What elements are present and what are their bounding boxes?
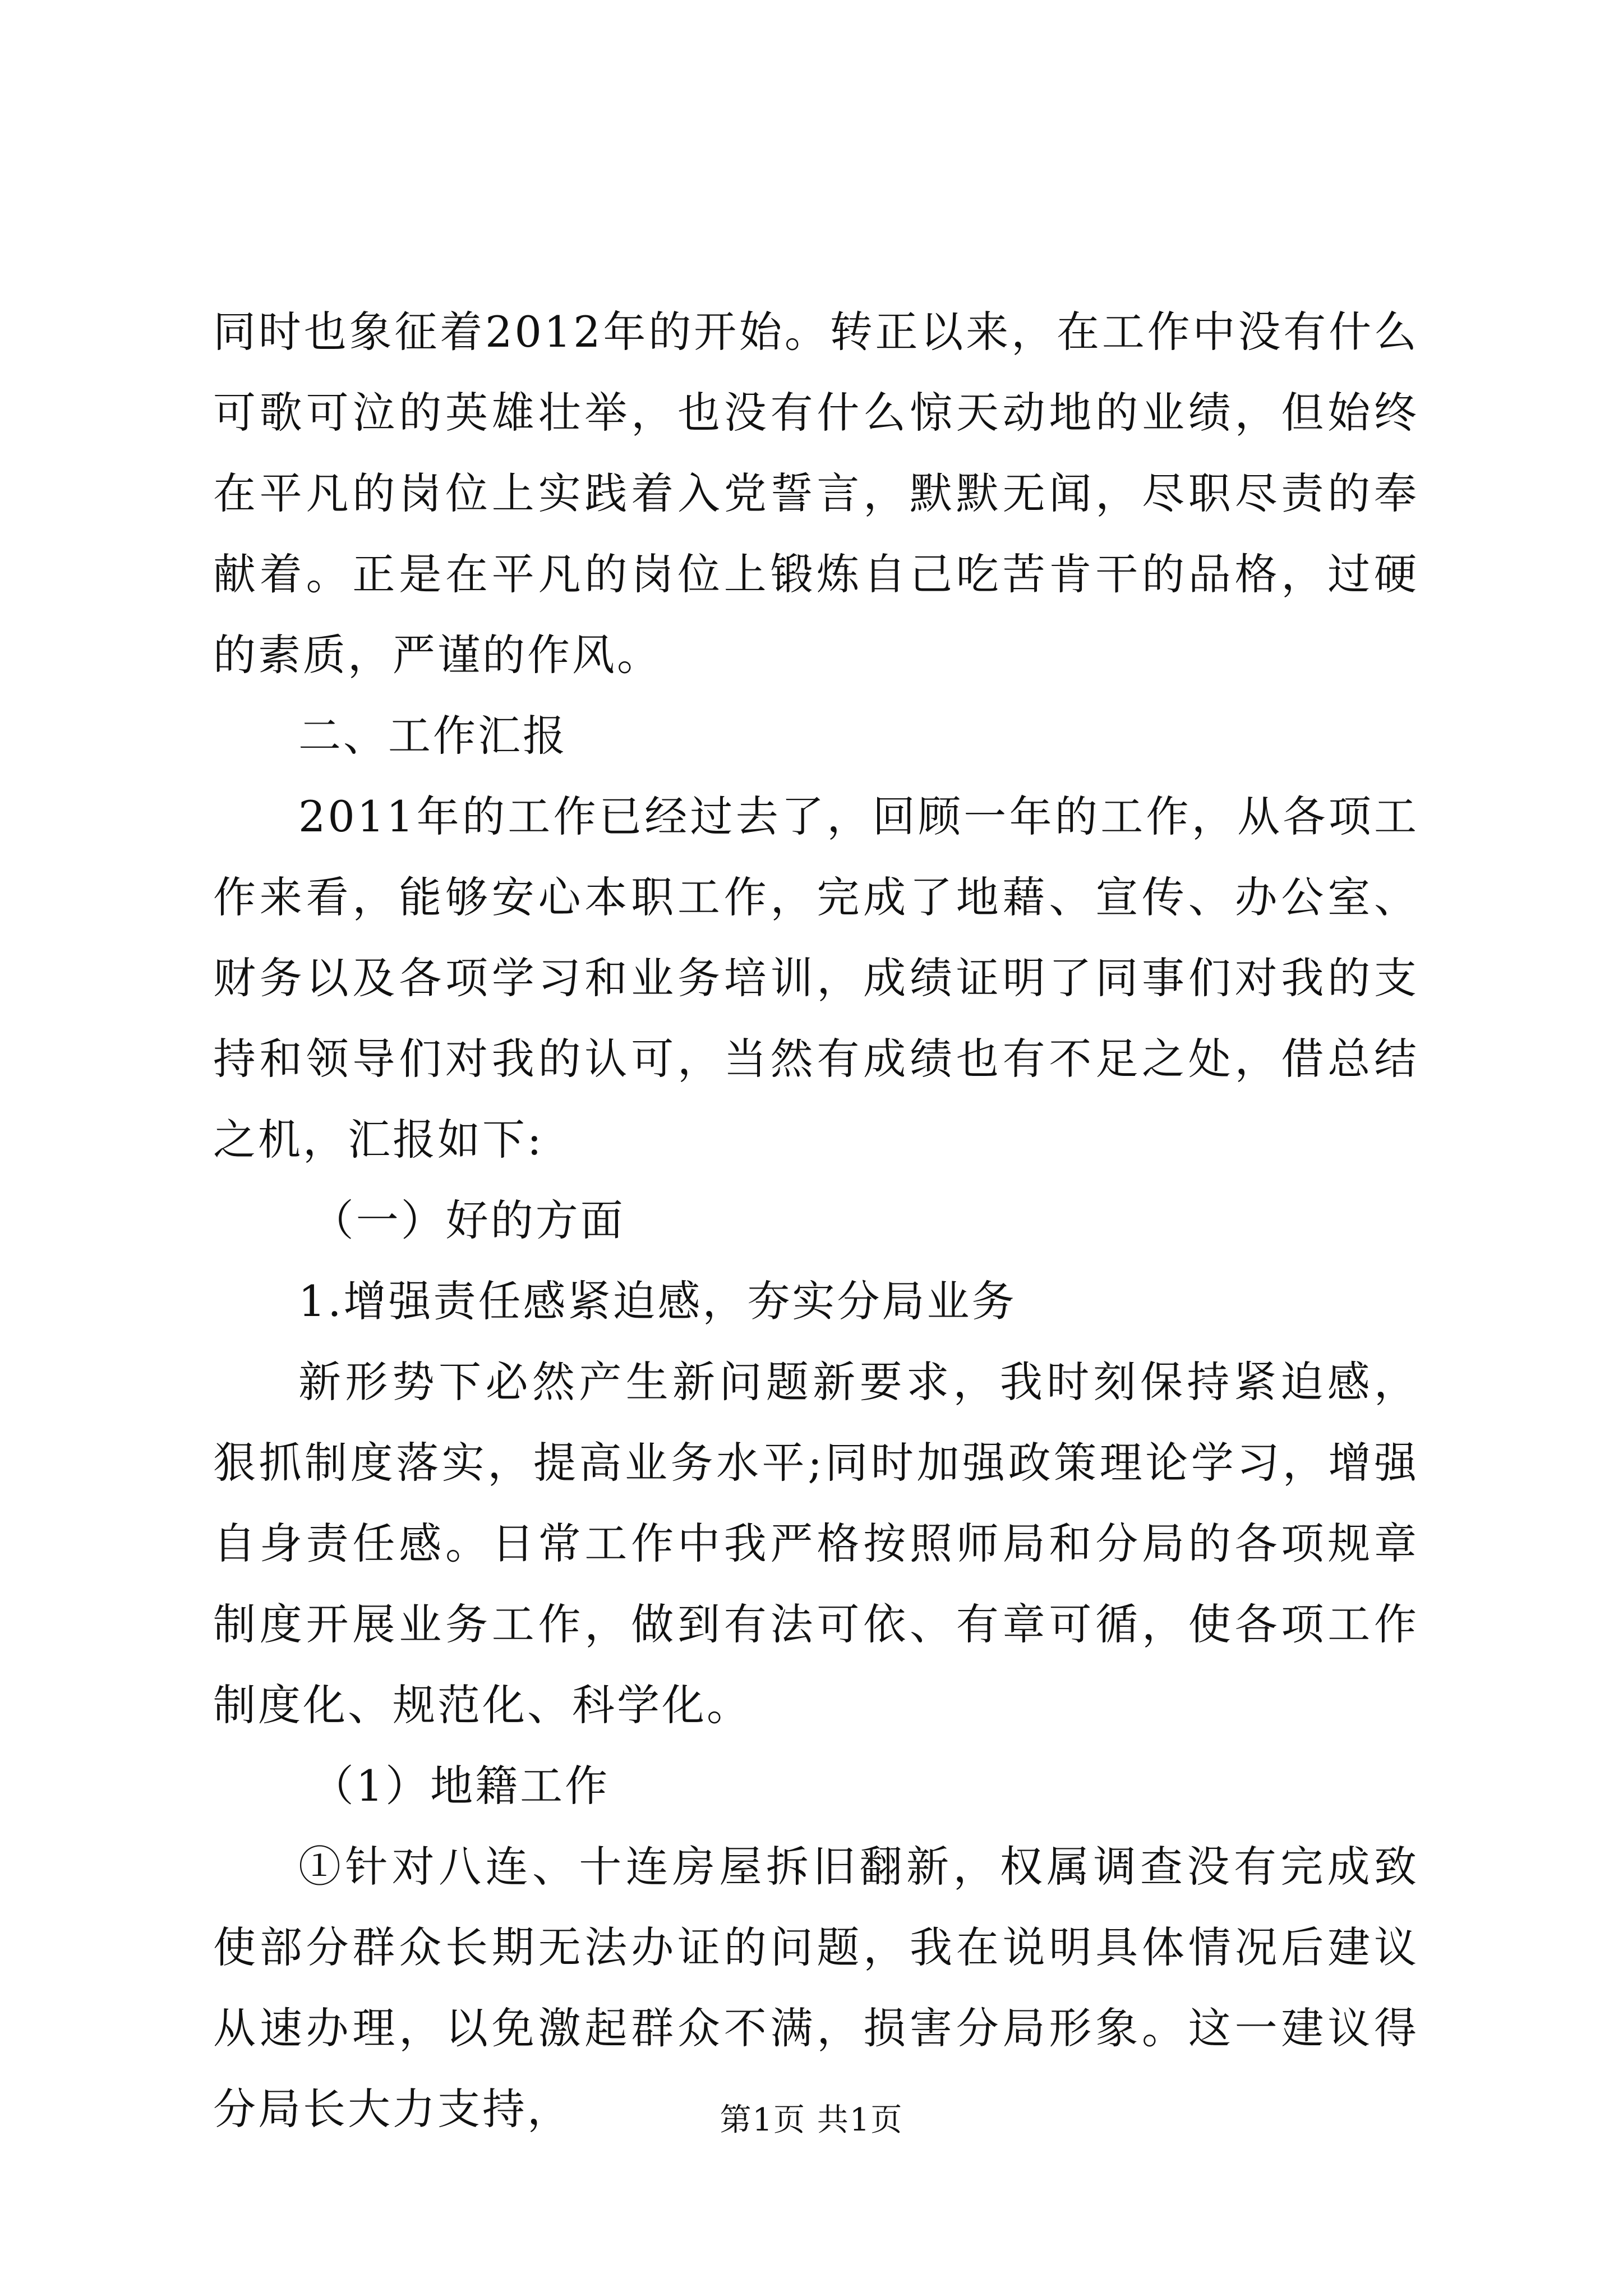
section-heading-work-report: 二、工作汇报 <box>298 711 568 761</box>
page-footer: 第1页 共1页 <box>720 2102 903 2138</box>
paragraph-intro: 同时也象征着2012年的开始。转正以来，在工作中没有什么可歌可泣的英雄壮举，也没有什么惊天动地的业绩，但始终在平凡的岗位上实践着入党誓言，默默无闻，尽职尽责的奉献着。正是在平凡的岗位上锻炼自己吃苦肯干的品格，过硬的素质，严谨的作风。 <box>213 307 1419 680</box>
document-body <box>213 292 1419 2150</box>
subheading-cadastral-work: （1）地籍工作 <box>311 1761 610 1811</box>
paragraph-new-situation: 新形势下必然产生新问题新要求，我时刻保持紧迫感，狠抓制度落实，提高业务水平;同时加强政策理论学习，增强自身责任感。日常工作中我严格按照师局和分局的各项规章制度开展业务工作，做到有法可依、有章可循，使各项工作制度化、规范化、科学化。 <box>213 1357 1419 1730</box>
subheading-responsibility: 1.增强责任感紧迫感，夯实分局业务 <box>298 1276 1017 1326</box>
subheading-good-aspects: （一）好的方面 <box>311 1195 625 1245</box>
paragraph-work-review: 2011年的工作已经过去了，回顾一年的工作，从各项工作来看，能够安心本职工作，完成了地藉、宣传、办公室、财务以及各项学习和业务培训，成绩证明了同事们对我的支持和领导们对我的认可，当然有成绩也有不足之处，借总结之机，汇报如下: <box>213 792 1419 1165</box>
paragraph-cadastral-detail: ①针对八连、十连房屋拆旧翻新，权属调查没有完成致使部分群众长期无法办证的问题，我在说明具体情况后建议从速办理，以免激起群众不满，损害分局形象。这一建议得分局长大力支持， <box>213 1842 1419 2134</box>
